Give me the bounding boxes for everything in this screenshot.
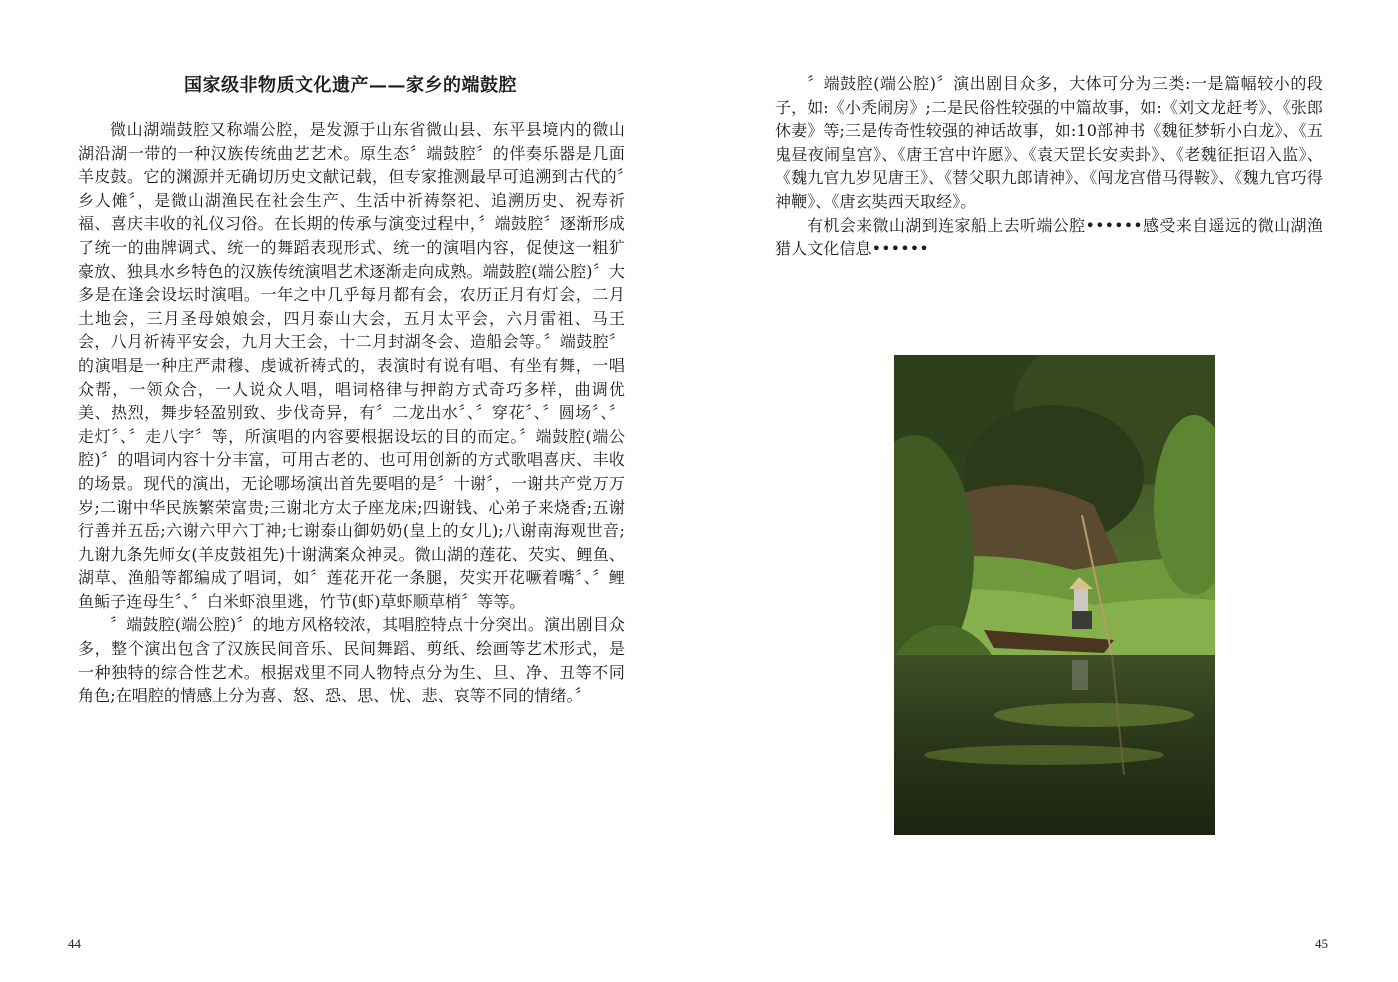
paragraph: 有机会来微山湖到连家船上去听端公腔••••••感受来自遥远的微山湖渔猎人文化信息•••••• bbox=[775, 215, 1323, 259]
boatman-photo bbox=[894, 355, 1215, 835]
left-body-text bbox=[78, 118, 625, 708]
page-number-left: 44 bbox=[68, 936, 81, 951]
article-title: 国家级非物质文化遗产——家乡的端鼓腔 bbox=[184, 75, 517, 96]
paragraph: 〞端鼓腔(端公腔)〞演出剧目众多，大体可分为三类:一是篇幅较小的段子，如:《小秃闹房》;二是民俗性较强的中篇故事，如:《刘文龙赶考》、《张郎休妻》等;三是传奇性较强的神话故事，如:10部神书《魏征梦斩小白龙》、《五鬼昼夜闹皇宫》、《唐王宫中许愿》、《袁天罡长安卖卦》、《老魏征拒诏入监》、《魏九官九岁见唐王》、《替父职九郎请神》、《闯龙宫借马得鞍》、《魏九官巧得神鞭》、《唐玄奘西天取经》。 bbox=[775, 74, 1323, 211]
right-page bbox=[699, 0, 1398, 982]
page-number-right: 45 bbox=[1315, 936, 1328, 951]
right-body-text bbox=[775, 72, 1323, 261]
paragraph: 微山湖端鼓腔又称端公腔，是发源于山东省微山县、东平县境内的微山湖沿湖一带的一种汉族传统曲艺艺术。原生态〞端鼓腔〞的伴奏乐器是几面羊皮鼓。它的渊源并无确切历史文献记载，但专家推测最早可追溯到古代的〞乡人傩〞，是微山湖渔民在社会生产、生活中祈祷祭祀、追溯历史、祝寿祈福、喜庆丰收的礼仪习俗。在长期的传承与演变过程中，〞端鼓腔〞逐渐形成了统一的曲牌调式、统一的舞蹈表现形式、统一的演唱内容，促使这一粗犷豪放、独具水乡特色的汉族传统演唱艺术逐渐走向成熟。端鼓腔(端公腔)〞大多是在逢会设坛时演唱。一年之中几乎每月都有会，农历正月有灯会，二月土地会，三月圣母娘娘会，四月泰山大会，五月太平会，六月雷祖、马王会，八月祈祷平安会，九月大王会，十二月封湖冬会、造船会等。〞端鼓腔〞的演唱是一种庄严肃穆、虔诚祈祷式的，表演时有说有唱、有坐有舞，一唱众帮，一领众合，一人说众人唱，唱词格律与押韵方式奇巧多样，曲调优美、热烈，舞步轻盈别致、步伐奇异，有〞二龙出水〞、〞穿花〞、〞圆场〞、〞走灯〞、〞走八字〞等，所演唱的内容要根据设坛的目的而定。〞端鼓腔(端公腔)〞的唱词内容十分丰富，可用古老的、也可用创新的方式歌唱喜庆、丰收的场景。现代的演出，无论哪场演出首先要唱的是〞十谢〞，一谢共产党万万岁;二谢中华民族繁荣富贵;三谢北方太子座龙床;四谢钱、心弟子来烧香;五谢行善并五岳;六谢六甲六丁神;七谢泰山御奶奶(皇上的女儿);八谢南海观世音;九谢九条先师女(羊皮鼓祖先)十谢满案众神灵。微山湖的莲花、芡实、鲤鱼、湖草、渔船等都编成了唱词，如〞莲花开花一条腿，芡实开花噘着嘴〞、〞鲤鱼鲘子连母生〞、〞白米虾浪里逃，竹节(虾)草虾顺草梢〞等等。 bbox=[78, 120, 625, 611]
paragraph: 〞端鼓腔(端公腔)〞的地方风格较浓，其唱腔特点十分突出。演出剧目众多，整个演出包含了汉族民间音乐、民间舞蹈、剪纸、绘画等艺术形式，是一种独特的综合性艺术。根据戏里不同人物特点分为生、旦、净、丑等不同角色;在唱腔的情感上分为喜、怒、恐、思、忧、悲、哀等不同的情绪。〞 bbox=[78, 615, 625, 706]
